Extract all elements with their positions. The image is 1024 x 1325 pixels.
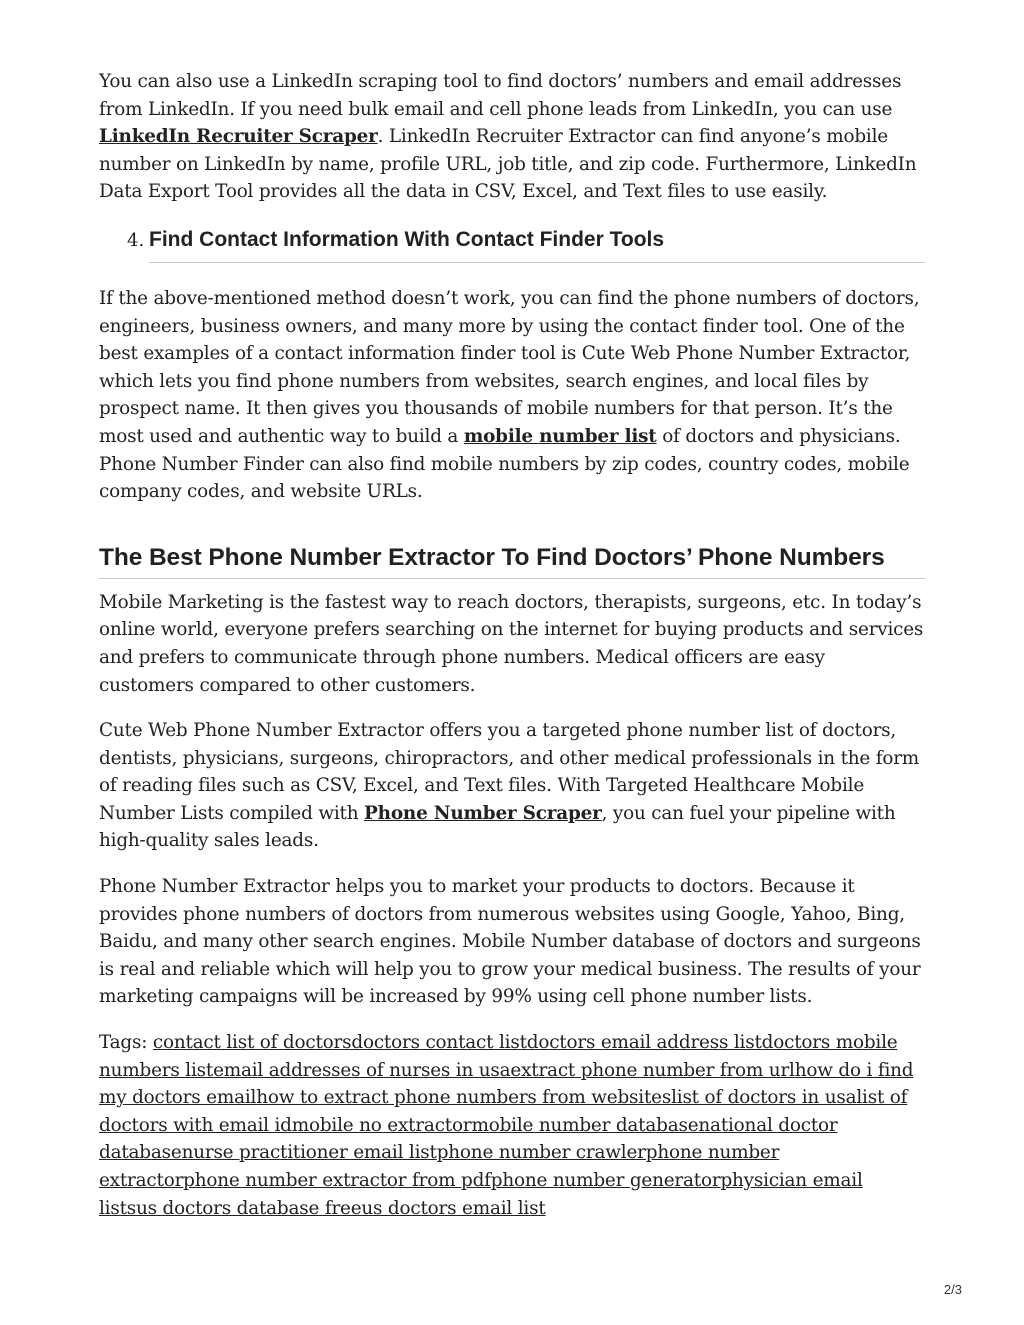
paragraph-text: If the above-mentioned method doesn’t work, you can find the phone numbers of doctors, engineers, business owners, and many more by using the contact finder tool. One of the best examples of a contact information finder tool is Cute Web Phone Number Extractor, which lets you find phone numbers from websites, search engines, and local files by prospect name. It then gives you thousands of mobile numbers for that person. It’s the most used and authentic way to build a <box>99 287 920 447</box>
paragraph-linkedin <box>99 68 925 206</box>
paragraph-text: You can also use a LinkedIn scraping tool to find doctors’ numbers and email addresses from LinkedIn. If you need bulk email and cell phone leads from LinkedIn, you can use <box>99 71 902 120</box>
tags-list <box>99 1029 925 1222</box>
tag-link[interactable]: phone number extractor from pdf <box>183 1170 491 1191</box>
paragraph-phone-extractor: Phone Number Extractor helps you to market your products to doctors. Because it provides phone numbers of doctors from numerous websites using Google, Yahoo, Bing, Baidu, and many other search engines. Mobile Number database of doctors and surgeons is real and reliable which will help you to grow your medical business. The results of your marketing campaigns will be increased by 99% using cell phone number lists. <box>99 876 921 1008</box>
tag-link[interactable]: doctors email address list <box>526 1032 762 1054</box>
tag-link[interactable]: nurse practitioner email list <box>181 1142 437 1164</box>
tag-link[interactable]: extract phone number from url <box>510 1059 795 1081</box>
article-body <box>99 68 925 1240</box>
paragraph-text: Cute Web Phone Number Extractor offers you a targeted phone number list of doctors, dentists, physicians, surgeons, chiropractors, and other medical professionals in the form of reading files such as CSV, Excel, and Text files. With Targeted Healthcare Mobile Number Lists compiled with <box>99 720 920 824</box>
tag-link[interactable]: email addresses of nurses in usa <box>213 1059 511 1081</box>
tag-link[interactable]: list of doctors in usa <box>671 1087 857 1109</box>
tag-link[interactable]: physician email lists <box>99 1170 863 1219</box>
heading-number: 4. <box>127 229 145 251</box>
tag-link[interactable]: doctors contact list <box>351 1032 527 1054</box>
paragraph-text: of doctors and physicians. Phone Number Finder can also find mobile numbers by zip codes, country codes, mobile company codes, and website URLs. <box>99 425 910 503</box>
tag-link[interactable]: national doctor database <box>99 1114 838 1164</box>
tag-link[interactable]: mobile number database <box>471 1114 699 1136</box>
paragraph-contact-finder <box>99 285 925 506</box>
tag-link[interactable]: list of doctors with email id <box>99 1087 908 1136</box>
heading-title: Find Contact Information With Contact Finder Tools <box>149 228 925 263</box>
numbered-heading <box>127 228 925 263</box>
tag-link[interactable]: mobile no extractor <box>291 1114 472 1136</box>
paragraph-text: . LinkedIn Recruiter Extractor can find anyone’s mobile number on LinkedIn by name, profile URL, job title, and zip code. Furthermore, LinkedIn Data Export Tool provides all the data in CSV, Excel, and Text files to use easily. <box>99 126 917 203</box>
tag-link[interactable]: how to extract phone numbers from websites <box>256 1087 672 1109</box>
tag-link[interactable]: phone number crawler <box>436 1142 646 1164</box>
section-heading: The Best Phone Number Extractor To Find Doctors’ Phone Numbers <box>99 544 925 579</box>
page-number: 2/3 <box>943 1282 962 1297</box>
tag-link[interactable]: phone number extractor <box>99 1142 780 1191</box>
tag-link[interactable]: phone number generator <box>490 1170 721 1191</box>
linkedin-recruiter-scraper-link[interactable]: LinkedIn Recruiter Scraper <box>99 126 378 148</box>
tags-label: Tags: <box>99 1032 153 1054</box>
paragraph-cute-web <box>99 717 925 855</box>
tag-link[interactable]: doctors mobile numbers list <box>99 1032 898 1081</box>
tag-link[interactable]: us doctors email list <box>361 1197 546 1219</box>
tag-link[interactable]: us doctors database free <box>136 1197 362 1219</box>
paragraph-text: , you can fuel your pipeline with high-quality sales leads. <box>99 802 896 852</box>
tag-link[interactable]: how do i find my doctors email <box>99 1059 914 1109</box>
tag-link[interactable]: contact list of doctors <box>152 1032 352 1054</box>
phone-number-scraper-link[interactable]: Phone Number Scraper <box>364 802 602 824</box>
paragraph-mobile-marketing: Mobile Marketing is the fastest way to reach doctors, therapists, surgeons, etc. In today’s online world, everyone prefers searching on the internet for buying products and services and prefers to communicate through phone numbers. Medical officers are easy customers compared to other customers. <box>99 591 924 696</box>
mobile-number-list-link[interactable]: mobile number list <box>463 425 657 447</box>
